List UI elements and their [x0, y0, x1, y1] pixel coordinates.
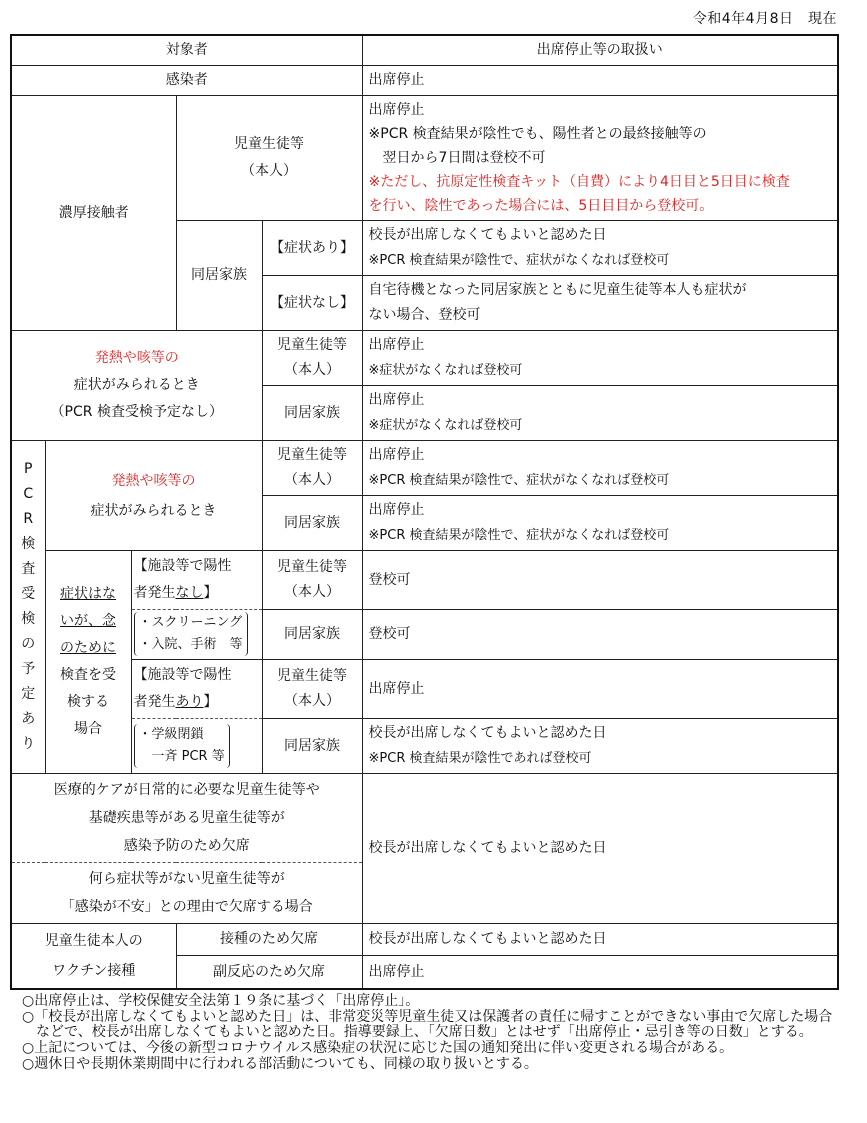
some-family-label: 同居家族	[262, 719, 362, 774]
vaccine-absence-row	[11, 924, 838, 956]
facility-none-label: 【施設等で陽性 者発生なし】	[131, 551, 262, 610]
close-contact-student-row	[11, 96, 838, 221]
symptom-yes-label: 【症状あり】	[262, 221, 362, 276]
none-family-label: 同居家族	[262, 610, 362, 660]
close-contact-label: 濃厚接触者	[11, 96, 176, 331]
medical-care-row	[11, 774, 838, 863]
attendance-table	[10, 34, 839, 990]
vaccine-absence-label: 接種のため欠席	[176, 924, 362, 956]
close-contact-family-label: 同居家族	[176, 221, 262, 331]
pcr-some-family-row	[11, 719, 838, 774]
date-label: 令和4年4月8日 現在	[692, 11, 837, 27]
some-family-result: 校長が出席しなくてもよいと認めた日 ※PCR 検査結果が陰性であれば登校可	[362, 719, 838, 774]
medical-care-result: 校長が出席しなくてもよいと認めた日	[362, 774, 838, 924]
fever-no-pcr-student-result: 出席停止 ※症状がなくなれば登校可	[362, 331, 838, 386]
some-student-label: 児童生徒等 （本人）	[262, 660, 362, 719]
close-contact-student-label: 児童生徒等 （本人）	[176, 96, 362, 221]
header-target: 対象者	[11, 35, 362, 66]
symptom-no-result: 自宅待機となった同居家族とともに児童生徒等本人も症状が ない場合、登校可	[362, 276, 838, 331]
pcr-fever-family-result: 出席停止 ※PCR 検査結果が陰性で、症状がなくなれば登校可	[362, 496, 838, 551]
fever-no-pcr-student-label: 児童生徒等 （本人）	[262, 331, 362, 386]
symptom-no-label: 【症状なし】	[262, 276, 362, 331]
fever-no-pcr-student-row	[11, 331, 838, 386]
note-item: ○「校長が出席しなくてもよいと認めた日」は、非常変災等児童生徒又は保護者の責任に帰すことができない事由で欠席した場合などで、校長が出席しなくてもよいと認めた日。指導要録上、「欠席日数」とはせず「出席停止・忌引き等の日数」とする。	[22, 1009, 833, 1040]
pcr-some-student-row	[11, 660, 838, 719]
fever-no-pcr-family-result: 出席停止 ※症状がなくなれば登校可	[362, 386, 838, 441]
fever-no-pcr-label: 発熱や咳等の 症状がみられるとき （PCR 検査受検予定なし）	[11, 331, 262, 441]
none-student-label: 児童生徒等 （本人）	[262, 551, 362, 610]
pcr-fever-student-result: 出席停止 ※PCR 検査結果が陰性で、症状がなくなれば登校可	[362, 441, 838, 496]
pcr-none-student-row	[11, 551, 838, 610]
note-item: ○出席停止は、学校保健安全法第１９条に基づく「出席停止」。	[22, 993, 420, 1009]
none-family-result: 登校可	[362, 610, 838, 660]
facility-some-examples: ・学級閉鎖 一斉 PCR 等	[131, 719, 262, 774]
vaccine-label: 児童生徒本人の ワクチン接種	[11, 924, 176, 990]
infected-row	[11, 66, 838, 96]
symptom-yes-result: 校長が出席しなくてもよいと認めた日 ※PCR 検査結果が陰性で、症状がなくなれば登校可	[362, 221, 838, 276]
notes	[22, 994, 842, 1073]
medical-care-label: 医療的ケアが日常的に必要な児童生徒等や 基礎疾患等がある児童生徒等が 感染予防のため欠席	[11, 774, 362, 863]
facility-none-examples: ・スクリーニング ・入院、手術 等	[131, 610, 262, 660]
pcr-none-family-row	[11, 610, 838, 660]
pcr-planned-vertical-label: P C R 検 査 受 検 の 予 定 あ り	[11, 441, 45, 774]
vaccine-side-effect-result: 出席停止	[362, 956, 838, 989]
close-contact-student-result: 出席停止 ※PCR 検査結果が陰性でも、陽性者との最終接触等の 翌日から7日間は登校不可 ※ただし、抗原定性検査キット（自費）により4日目と5日目に検査 を行い、陰性であった場合には、5日目目から登校可。	[362, 96, 838, 221]
none-student-result: 登校可	[362, 551, 838, 610]
note-item: ○週休日や長期休業期間中に行われる部活動についても、同様の取り扱いとする。	[22, 1056, 538, 1072]
vaccine-absence-result: 校長が出席しなくてもよいと認めた日	[362, 924, 838, 956]
some-student-result: 出席停止	[362, 660, 838, 719]
vaccine-side-effect-label: 副反応のため欠席	[176, 956, 362, 989]
header-row	[11, 35, 838, 66]
infected-label: 感染者	[11, 66, 362, 96]
pcr-no-symptom-label: 症状はな いが、念 のために 検査を受 検する 場合	[45, 551, 131, 774]
fever-no-pcr-family-label: 同居家族	[262, 386, 362, 441]
infected-result: 出席停止	[362, 66, 838, 96]
pcr-fever-family-label: 同居家族	[262, 496, 362, 551]
facility-some-label: 【施設等で陽性 者発生あり】	[131, 660, 262, 719]
pcr-fever-label: 発熱や咳等の 症状がみられるとき	[45, 441, 262, 551]
pcr-fever-student-label: 児童生徒等 （本人）	[262, 441, 362, 496]
anxiety-label: 何ら症状等がない児童生徒等が 「感染が不安」との理由で欠席する場合	[11, 863, 362, 924]
header-handling: 出席停止等の取扱い	[362, 35, 838, 66]
note-item: ○上記については、今後の新型コロナウイルス感染症の状況に応じた国の通知発出に伴い変更される場合がある。	[22, 1040, 734, 1056]
pcr-fever-student-row	[11, 441, 838, 496]
